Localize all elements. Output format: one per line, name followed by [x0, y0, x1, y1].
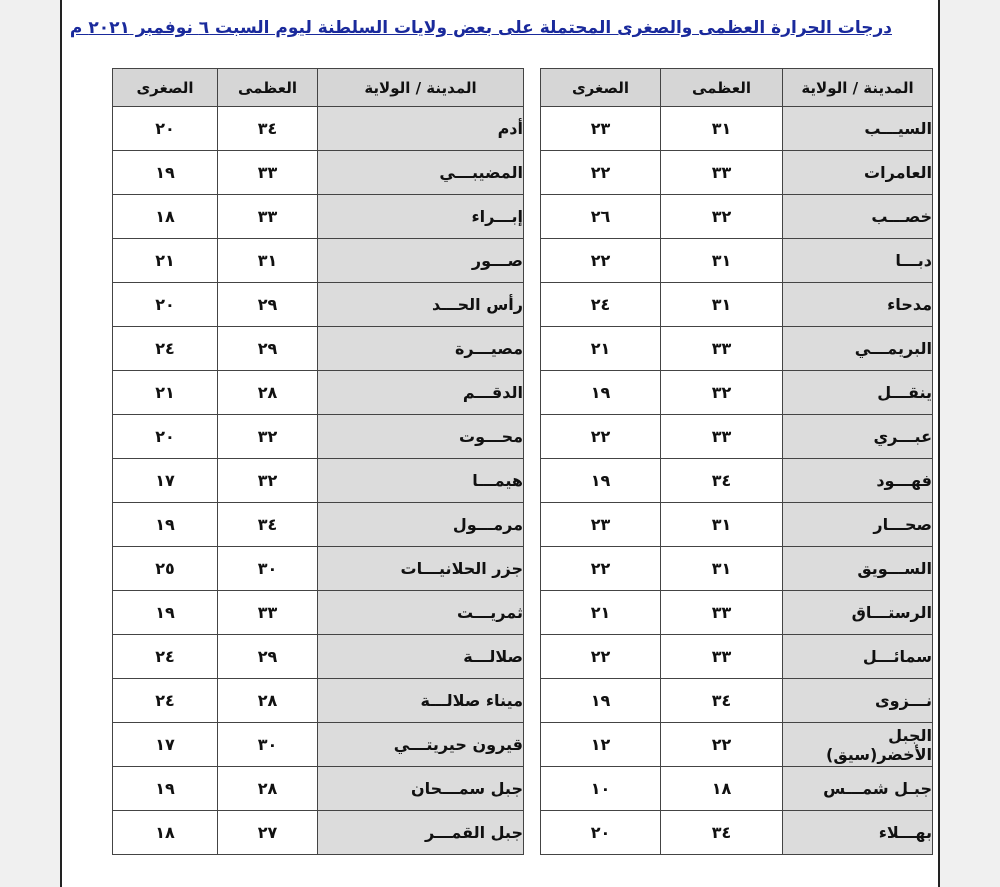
max-temp-cell: ٣٤ — [661, 679, 783, 723]
table-row — [541, 767, 933, 811]
min-temp-cell: ٢١ — [541, 327, 661, 371]
min-temp-cell: ٢٤ — [541, 283, 661, 327]
table-row — [113, 371, 524, 415]
max-temp-cell: ٣٣ — [661, 151, 783, 195]
table-row — [113, 635, 524, 679]
min-temp-cell: ٢٦ — [541, 195, 661, 239]
min-temp-cell: ١٨ — [113, 195, 218, 239]
header-city: المدينة / الولاية — [783, 69, 933, 107]
city-cell: صحـــار — [783, 503, 933, 547]
max-temp-cell: ٣٣ — [218, 195, 318, 239]
table-row — [541, 503, 933, 547]
page-title: درجات الحرارة العظمى والصغرى المحتملة على بعض ولايات السلطنة ليوم السبت ٦ نوفمبر ٢٠٢١ م — [69, 18, 892, 38]
table-row — [113, 327, 524, 371]
max-temp-cell: ٣٣ — [661, 415, 783, 459]
max-temp-cell: ٣١ — [661, 283, 783, 327]
header-min: الصغرى — [541, 69, 661, 107]
city-cell: مدحاء — [783, 283, 933, 327]
table-row — [113, 107, 524, 151]
min-temp-cell: ٢٠ — [541, 811, 661, 855]
city-cell: قيرون حيريتـــي — [318, 723, 524, 767]
max-temp-cell: ٢٩ — [218, 283, 318, 327]
min-temp-cell: ٢٣ — [541, 503, 661, 547]
city-cell: عبـــري — [783, 415, 933, 459]
table-row — [113, 459, 524, 503]
city-cell: الســـويق — [783, 547, 933, 591]
min-temp-cell: ٢٥ — [113, 547, 218, 591]
city-cell: هيمـــا — [318, 459, 524, 503]
table-row — [541, 547, 933, 591]
table-row — [541, 459, 933, 503]
city-cell: سمائـــل — [783, 635, 933, 679]
city-cell: الرستـــاق — [783, 591, 933, 635]
table-row — [541, 591, 933, 635]
table-row — [541, 107, 933, 151]
max-temp-cell: ٢٨ — [218, 767, 318, 811]
header-min: الصغرى — [113, 69, 218, 107]
city-cell: صلالـــة — [318, 635, 524, 679]
max-temp-cell: ٣١ — [218, 239, 318, 283]
city-cell: البريمـــي — [783, 327, 933, 371]
city-cell: إبـــراء — [318, 195, 524, 239]
min-temp-cell: ٢٤ — [113, 327, 218, 371]
city-cell: جزر الحلانيـــات — [318, 547, 524, 591]
min-temp-cell: ٢٢ — [541, 151, 661, 195]
max-temp-cell: ٢٨ — [218, 679, 318, 723]
table-row — [113, 151, 524, 195]
table-row — [113, 811, 524, 855]
table-row — [541, 327, 933, 371]
table-header-row — [113, 69, 524, 107]
min-temp-cell: ٢١ — [113, 371, 218, 415]
city-cell: ثمريـــت — [318, 591, 524, 635]
min-temp-cell: ٢٠ — [113, 107, 218, 151]
city-cell: جبل سمـــحان — [318, 767, 524, 811]
min-temp-cell: ١٩ — [541, 371, 661, 415]
city-cell: المضيبـــي — [318, 151, 524, 195]
max-temp-cell: ٣٠ — [218, 547, 318, 591]
max-temp-cell: ٣٢ — [661, 195, 783, 239]
max-temp-cell: ٣٤ — [218, 503, 318, 547]
max-temp-cell: ٣١ — [661, 547, 783, 591]
table-header-row — [541, 69, 933, 107]
max-temp-cell: ٢٩ — [218, 327, 318, 371]
max-temp-cell: ٣٣ — [218, 151, 318, 195]
min-temp-cell: ٢٣ — [541, 107, 661, 151]
city-cell: بهـــلاء — [783, 811, 933, 855]
temperature-table-right — [540, 68, 933, 855]
city-cell: العامرات — [783, 151, 933, 195]
header-max: العظمى — [218, 69, 318, 107]
city-cell: صـــور — [318, 239, 524, 283]
city-cell: دبـــا — [783, 239, 933, 283]
max-temp-cell: ٣٢ — [661, 371, 783, 415]
city-cell: خصـــب — [783, 195, 933, 239]
max-temp-cell: ١٨ — [661, 767, 783, 811]
min-temp-cell: ١٢ — [541, 723, 661, 767]
max-temp-cell: ٣١ — [661, 107, 783, 151]
header-max: العظمى — [661, 69, 783, 107]
min-temp-cell: ٢١ — [541, 591, 661, 635]
city-cell: السيـــب — [783, 107, 933, 151]
max-temp-cell: ٣٤ — [218, 107, 318, 151]
table-row — [113, 679, 524, 723]
table-row — [113, 723, 524, 767]
table-row — [113, 195, 524, 239]
table-row — [113, 283, 524, 327]
table-row — [113, 591, 524, 635]
max-temp-cell: ٣٤ — [661, 811, 783, 855]
city-cell: مرمـــول — [318, 503, 524, 547]
min-temp-cell: ١٧ — [113, 459, 218, 503]
min-temp-cell: ١٩ — [113, 151, 218, 195]
max-temp-cell: ٢٧ — [218, 811, 318, 855]
table-row — [541, 635, 933, 679]
max-temp-cell: ٢٩ — [218, 635, 318, 679]
table-row — [541, 283, 933, 327]
table-row — [113, 415, 524, 459]
max-temp-cell: ٣٣ — [661, 591, 783, 635]
min-temp-cell: ١٠ — [541, 767, 661, 811]
city-cell: الجبل الأخضر(سيق) — [783, 723, 933, 767]
city-cell: ميناء صلالـــة — [318, 679, 524, 723]
table-row — [113, 239, 524, 283]
table-row — [541, 415, 933, 459]
city-cell: جبل القمـــر — [318, 811, 524, 855]
city-cell: نـــزوى — [783, 679, 933, 723]
table-row — [541, 679, 933, 723]
max-temp-cell: ٣٣ — [661, 635, 783, 679]
max-temp-cell: ٣٤ — [661, 459, 783, 503]
table-row — [113, 503, 524, 547]
max-temp-cell: ٢٨ — [218, 371, 318, 415]
min-temp-cell: ١٩ — [113, 767, 218, 811]
city-cell: محـــوت — [318, 415, 524, 459]
table-row — [541, 239, 933, 283]
min-temp-cell: ٢٢ — [541, 547, 661, 591]
max-temp-cell: ٣١ — [661, 503, 783, 547]
max-temp-cell: ٣٢ — [218, 415, 318, 459]
table-row — [541, 151, 933, 195]
max-temp-cell: ٣١ — [661, 239, 783, 283]
min-temp-cell: ١٨ — [113, 811, 218, 855]
city-cell: جبـل شمـــس — [783, 767, 933, 811]
city-cell: فهـــود — [783, 459, 933, 503]
city-cell: أدم — [318, 107, 524, 151]
min-temp-cell: ١٩ — [113, 591, 218, 635]
table-row — [113, 547, 524, 591]
city-cell: ينقـــل — [783, 371, 933, 415]
min-temp-cell: ٢٤ — [113, 679, 218, 723]
city-cell: رأس الحـــد — [318, 283, 524, 327]
min-temp-cell: ٢١ — [113, 239, 218, 283]
min-temp-cell: ١٩ — [113, 503, 218, 547]
table-row — [113, 767, 524, 811]
max-temp-cell: ٣٢ — [218, 459, 318, 503]
min-temp-cell: ٢٢ — [541, 239, 661, 283]
min-temp-cell: ٢٠ — [113, 283, 218, 327]
table-row — [541, 195, 933, 239]
header-city: المدينة / الولاية — [318, 69, 524, 107]
min-temp-cell: ٢٤ — [113, 635, 218, 679]
city-cell: الدقـــم — [318, 371, 524, 415]
min-temp-cell: ١٧ — [113, 723, 218, 767]
table-row — [541, 371, 933, 415]
max-temp-cell: ٢٢ — [661, 723, 783, 767]
min-temp-cell: ١٩ — [541, 679, 661, 723]
max-temp-cell: ٣٠ — [218, 723, 318, 767]
min-temp-cell: ٢٢ — [541, 635, 661, 679]
table-row — [541, 723, 933, 767]
max-temp-cell: ٣٣ — [218, 591, 318, 635]
min-temp-cell: ٢٢ — [541, 415, 661, 459]
min-temp-cell: ١٩ — [541, 459, 661, 503]
temperature-table-left — [112, 68, 524, 855]
city-cell: مصيـــرة — [318, 327, 524, 371]
table-row — [541, 811, 933, 855]
max-temp-cell: ٣٣ — [661, 327, 783, 371]
min-temp-cell: ٢٠ — [113, 415, 218, 459]
